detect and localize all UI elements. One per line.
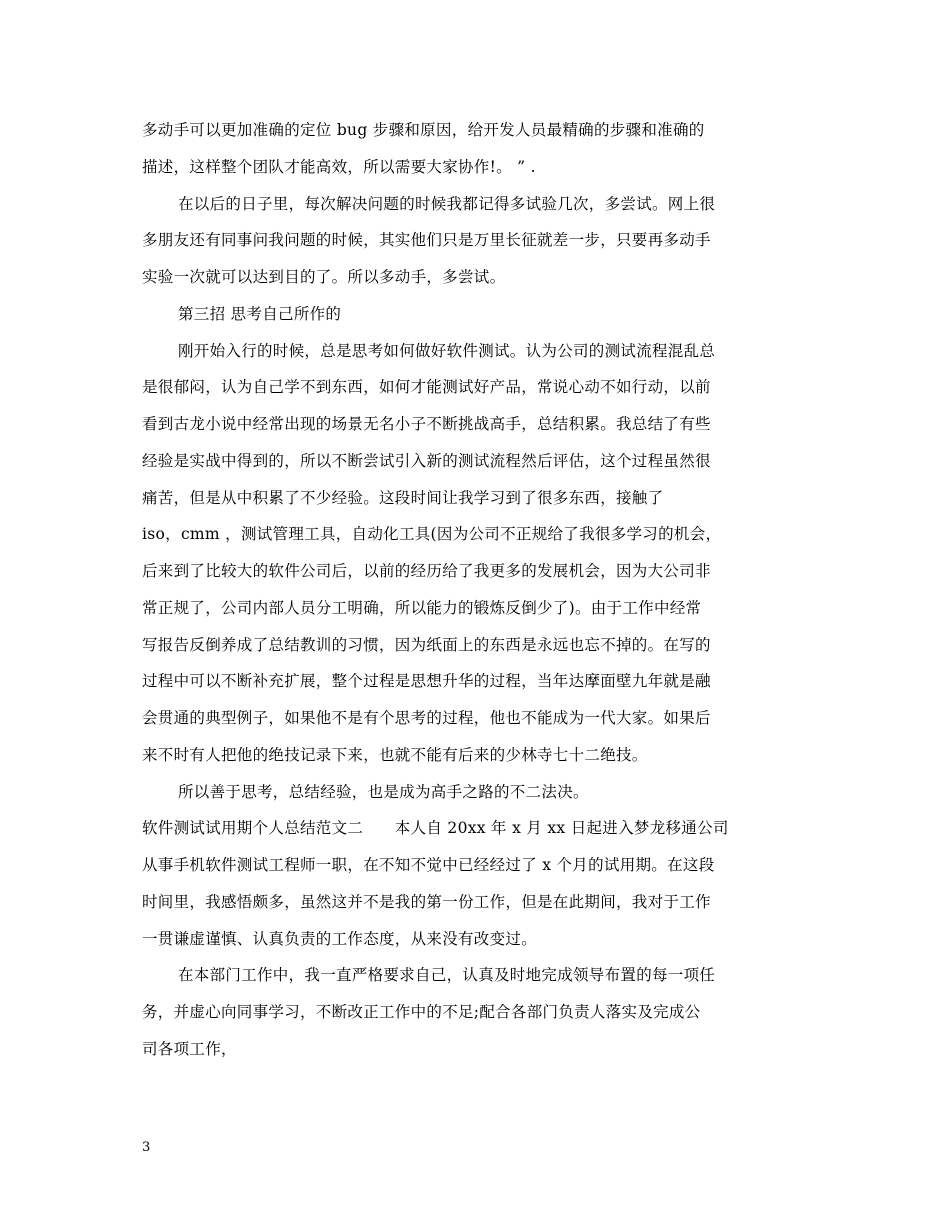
- text-line: 是很郁闷，认为自己学不到东西，如何才能测试好产品，常说心动不如行动，以前: [142, 378, 711, 396]
- text-line: 会贯通的典型例子，如果他不是有个思考的过程，他也不能成为一代大家。如果后: [142, 709, 711, 727]
- text-line: 过程中可以不断补充扩展，整个过程是思想升华的过程，当年达摩面壁九年就是融: [142, 672, 711, 690]
- text-line: 所以善于思考，总结经验，也是成为高手之路的不二法决。: [178, 783, 589, 801]
- text-line: 经验是实战中得到的，所以不断尝试引入新的测试流程然后评估，这个过程虽然很: [142, 452, 711, 470]
- text-line: 实验一次就可以达到目的了。所以多动手，多尝试。: [142, 268, 506, 286]
- text-line: 描述，这样整个团队才能高效，所以需要大家协作!。 ” .: [142, 158, 536, 176]
- text-line: 务，并虚心向同事学习，不断改正工作中的不足;配合各部门负责人落实及完成公: [142, 1003, 701, 1021]
- text-line: 后来到了比较大的软件公司后，以前的经历给了我更多的发展机会，因为大公司非: [142, 562, 711, 580]
- text-line: 来不时有人把他的绝技记录下来，也就不能有后来的少林寺七十二绝技。: [142, 746, 648, 764]
- text-line: 在本部门工作中，我一直严格要求自己，认真及时地完成领导布置的每一项任: [178, 966, 716, 984]
- text-line: iso，cmm ，测试管理工具，自动化工具(因为公司不正规给了我很多学习的机会，: [142, 525, 722, 543]
- text-line: 从事手机软件测试工程师一职，在不知不觉中已经经过了 x 个月的试用期。在这段: [142, 856, 715, 874]
- text-line: 软件测试试用期个人总结范文二 本人自 20xx 年 x 月 xx 日起进入梦龙移通公司: [142, 819, 729, 837]
- text-line: 多动手可以更加准确的定位 bug 步骤和原因，给开发人员最精确的步骤和准确的: [142, 121, 705, 139]
- text-line: 时间里，我感悟颇多，虽然这并不是我的第一份工作，但是在此期间，我对于工作: [142, 893, 711, 911]
- text-line: 司各项工作，: [142, 1040, 237, 1058]
- text-line: 常正规了，公司内部人员分工明确，所以能力的锻炼反倒少了)。由于工作中经常: [142, 599, 702, 617]
- text-line: 一贯谦虚谨慎、认真负责的工作态度，从来没有改变过。: [142, 930, 538, 948]
- page-number: 3: [142, 1140, 151, 1155]
- text-line: 痛苦，但是从中积累了不少经验。这段时间让我学习到了很多东西，接触了: [142, 489, 664, 507]
- text-line: 多朋友还有同事问我问题的时候，其实他们只是万里长征就差一步，只要再多动手: [142, 231, 711, 249]
- text-line: 看到古龙小说中经常出现的场景无名小子不断挑战高手，总结积累。我总结了有些: [142, 415, 711, 433]
- text-line: 在以后的日子里，每次解决问题的时候我都记得多试验几次，多尝试。网上很: [178, 195, 716, 213]
- section-heading: 第三招 思考自己所作的: [178, 305, 342, 323]
- text-line: 刚开始入行的时候，总是思考如何做好软件测试。认为公司的测试流程混乱总: [178, 342, 716, 360]
- text-line: 写报告反倒养成了总结教训的习惯，因为纸面上的东西是永远也忘不掉的。在写的: [142, 636, 711, 654]
